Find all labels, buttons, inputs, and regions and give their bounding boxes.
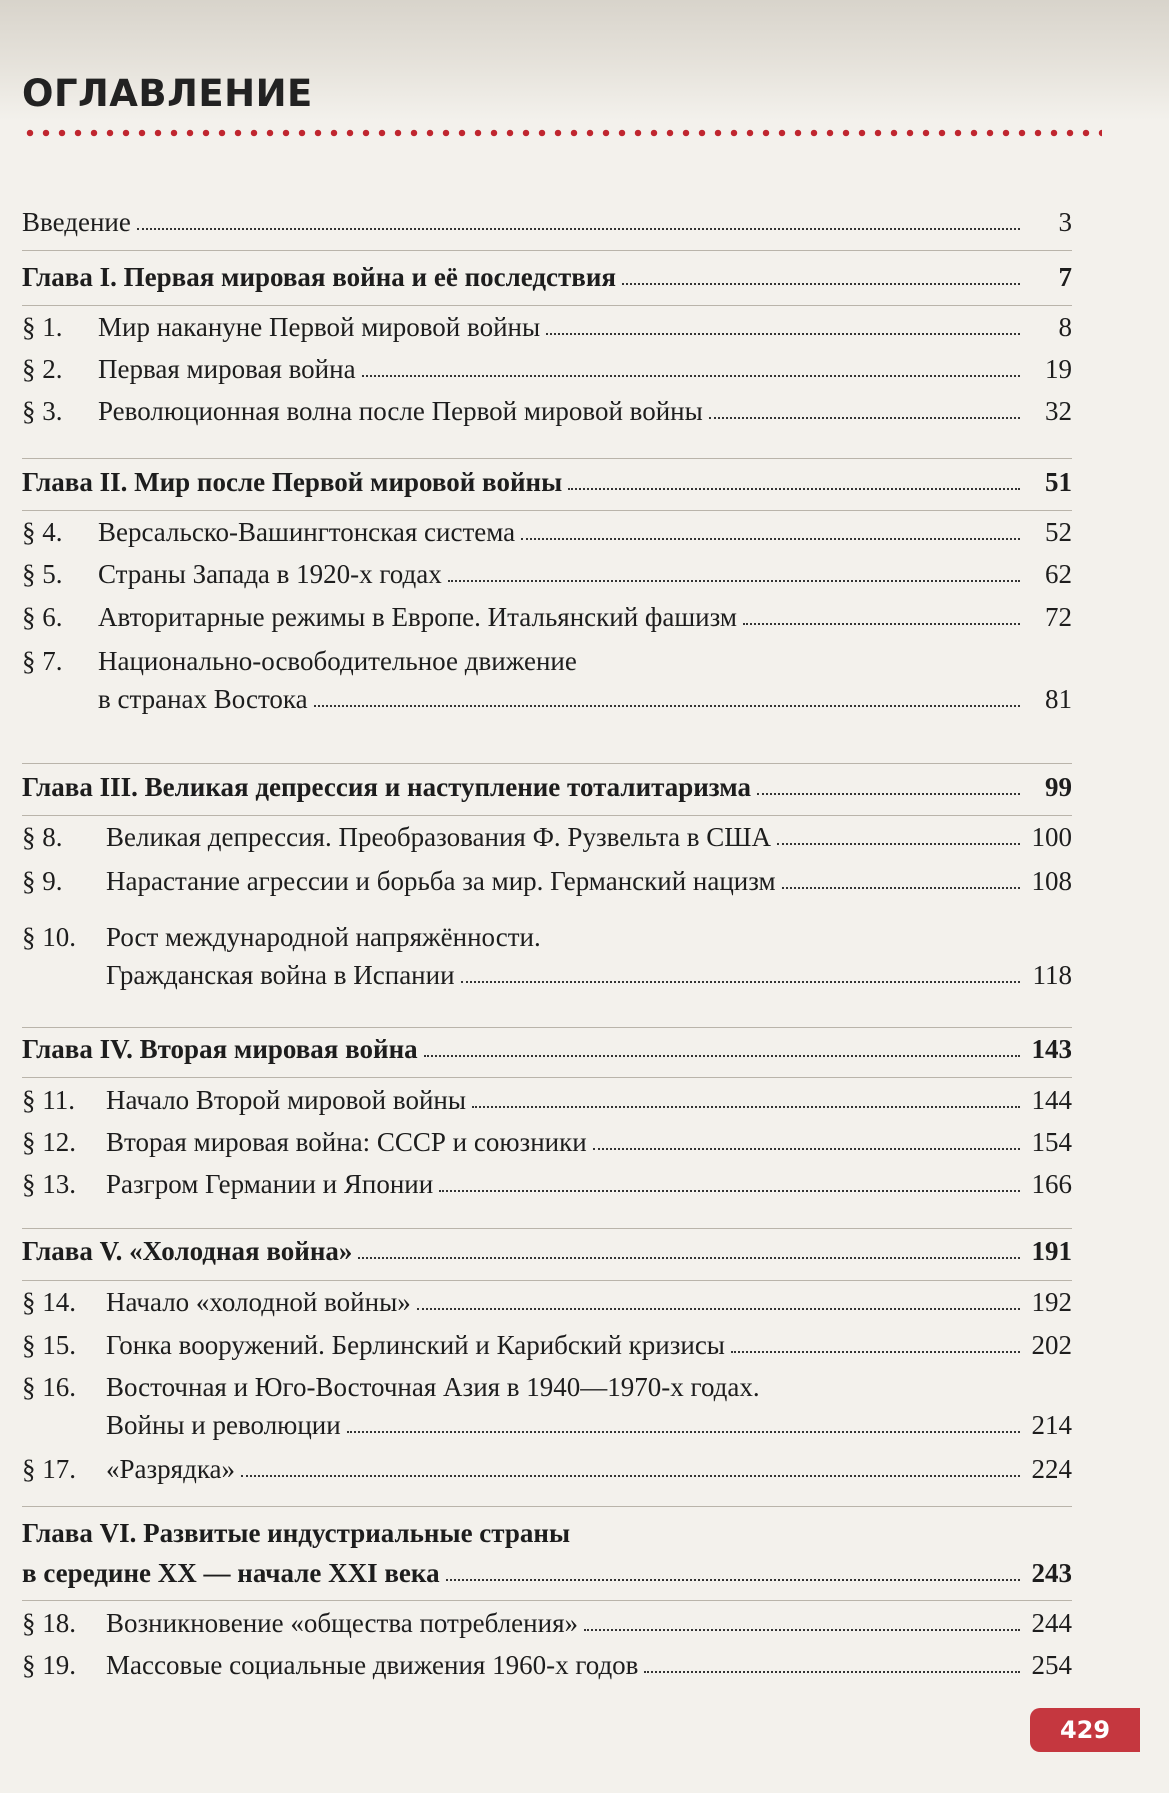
section-page: 254 <box>1031 1650 1072 1680</box>
dot-leader <box>424 1055 1020 1057</box>
section-title: Версальско-Вашингтонская система <box>98 517 516 547</box>
section-page: 118 <box>1032 960 1072 990</box>
section-page: 202 <box>1031 1330 1072 1360</box>
dot-leader <box>709 417 1020 419</box>
toc-section-2[interactable] <box>22 352 1072 386</box>
chapter-page: 99 <box>1045 772 1072 802</box>
section-title-line1: Рост международной напряжённости. <box>106 922 541 952</box>
toc-section-1[interactable] <box>22 310 1072 344</box>
section-page: 214 <box>1031 1410 1072 1440</box>
chapter-page: 243 <box>1031 1558 1072 1588</box>
dotted-divider <box>22 128 1102 138</box>
chapter-page: 191 <box>1031 1236 1072 1266</box>
page-title: ОГЛАВЛЕНИЕ <box>22 72 313 115</box>
section-page: 192 <box>1031 1287 1072 1317</box>
section-page: 166 <box>1031 1169 1072 1199</box>
toc-section-14[interactable] <box>22 1285 1072 1319</box>
section-divider <box>22 1506 1072 1507</box>
dot-leader <box>521 538 1020 540</box>
toc-chapter-4[interactable] <box>22 1032 1072 1066</box>
section-number: § 17. <box>22 1454 76 1484</box>
toc-section-15[interactable] <box>22 1328 1072 1362</box>
section-page: 72 <box>1045 602 1072 632</box>
toc-section-10[interactable] <box>22 922 1072 992</box>
toc-section-17[interactable] <box>22 1452 1072 1486</box>
section-divider <box>22 1027 1072 1028</box>
section-number: § 3. <box>22 396 63 426</box>
dot-leader <box>446 1579 1020 1581</box>
section-number: § 18. <box>22 1608 76 1638</box>
section-page: 32 <box>1045 396 1072 426</box>
toc-section-12[interactable] <box>22 1125 1072 1159</box>
dot-leader <box>241 1475 1020 1477</box>
section-divider <box>22 305 1072 306</box>
section-page: 244 <box>1031 1608 1072 1638</box>
toc-entry-introduction[interactable] <box>22 205 1072 239</box>
toc-section-13[interactable] <box>22 1167 1072 1201</box>
section-divider <box>22 250 1072 251</box>
section-title: Вторая мировая война: СССР и союзники <box>106 1127 587 1157</box>
section-divider <box>22 458 1072 459</box>
toc-chapter-6[interactable] <box>22 1518 1072 1590</box>
section-number: § 5. <box>22 559 63 589</box>
entry-title: Введение <box>22 207 131 237</box>
section-number: § 16. <box>22 1372 76 1402</box>
section-number: § 9. <box>22 866 63 896</box>
section-title: Великая депрессия. Преобразования Ф. Рузвельта в США <box>106 822 772 852</box>
dot-leader <box>137 228 1020 230</box>
section-number: § 1. <box>22 312 63 342</box>
dot-leader <box>362 375 1020 377</box>
dot-leader <box>777 843 1020 845</box>
dot-leader <box>448 580 1020 582</box>
toc-chapter-5[interactable] <box>22 1234 1072 1268</box>
section-title: Нарастание агрессии и борьба за мир. Германский нацизм <box>106 866 776 896</box>
dot-leader <box>584 1629 1020 1631</box>
toc-section-11[interactable] <box>22 1083 1072 1117</box>
section-divider <box>22 1077 1072 1078</box>
section-page: 19 <box>1045 354 1072 384</box>
section-number: § 6. <box>22 602 63 632</box>
toc-section-18[interactable] <box>22 1606 1072 1640</box>
chapter-title: Глава II. Мир после Первой мировой войны <box>22 467 563 497</box>
toc-section-8[interactable] <box>22 820 1072 854</box>
toc-section-6[interactable] <box>22 600 1072 634</box>
toc-section-9[interactable] <box>22 864 1072 898</box>
section-title-line1: Восточная и Юго-Восточная Азия в 1940—1970-х годах. <box>106 1372 760 1402</box>
dot-leader <box>358 1257 1020 1259</box>
toc-section-3[interactable] <box>22 394 1072 428</box>
dot-leader <box>644 1671 1020 1673</box>
section-divider <box>22 763 1072 764</box>
chapter-page: 7 <box>1058 262 1072 292</box>
chapter-title: Глава I. Первая мировая война и её последствия <box>22 262 617 292</box>
section-number: § 10. <box>22 922 76 952</box>
chapter-title: Глава IV. Вторая мировая война <box>22 1034 418 1064</box>
section-number: § 7. <box>22 646 63 676</box>
dot-leader <box>472 1106 1020 1108</box>
dot-leader <box>314 705 1020 707</box>
dot-leader <box>546 333 1020 335</box>
dot-leader <box>347 1431 1020 1433</box>
toc-chapter-1[interactable] <box>22 260 1072 294</box>
dot-leader <box>593 1148 1020 1150</box>
section-title-line1: Национально-освободительное движение <box>98 646 577 676</box>
section-page: 52 <box>1045 517 1072 547</box>
section-page: 81 <box>1045 684 1072 714</box>
section-page: 144 <box>1031 1085 1072 1115</box>
page-number-badge: 429 <box>1030 1708 1140 1752</box>
toc-chapter-3[interactable] <box>22 770 1072 804</box>
dot-leader <box>782 887 1020 889</box>
section-title: Начало «холодной войны» <box>106 1287 411 1317</box>
section-title: Мир накануне Первой мировой войны <box>98 312 541 342</box>
chapter-title: Глава III. Великая депрессия и наступление тоталитаризма <box>22 772 751 802</box>
toc-section-16[interactable] <box>22 1372 1072 1442</box>
chapter-title-line1: Глава VI. Развитые индустриальные страны <box>22 1518 571 1548</box>
section-title: Авторитарные режимы в Европе. Итальянский фашизм <box>98 602 737 632</box>
dot-leader <box>622 283 1020 285</box>
section-title: Войны и революции <box>106 1410 341 1440</box>
dot-leader <box>439 1190 1020 1192</box>
section-divider <box>22 815 1072 816</box>
dot-leader <box>743 623 1020 625</box>
section-page: 224 <box>1031 1454 1072 1484</box>
section-title: Революционная волна после Первой мировой войны <box>98 396 703 426</box>
section-page: 100 <box>1031 822 1072 852</box>
section-number: § 2. <box>22 354 63 384</box>
dot-leader <box>568 488 1020 490</box>
chapter-page: 143 <box>1031 1034 1072 1064</box>
section-title: Гражданская война в Испании <box>106 960 455 990</box>
toc-section-19[interactable] <box>22 1648 1072 1682</box>
section-title: Страны Запада в 1920-х годах <box>98 559 442 589</box>
entry-page: 3 <box>1058 207 1072 237</box>
section-title: в странах Востока <box>98 684 308 714</box>
dot-leader <box>731 1351 1020 1353</box>
dot-leader <box>461 981 1020 983</box>
section-divider <box>22 1600 1072 1601</box>
section-title: «Разрядка» <box>106 1454 236 1484</box>
chapter-page: 51 <box>1045 467 1072 497</box>
section-number: § 15. <box>22 1330 76 1360</box>
section-title: Первая мировая война <box>98 354 356 384</box>
section-number: § 14. <box>22 1287 76 1317</box>
dot-leader <box>757 793 1020 795</box>
section-number: § 8. <box>22 822 63 852</box>
chapter-title: в середине XX — начале XXI века <box>22 1558 440 1588</box>
section-page: 8 <box>1058 312 1072 342</box>
section-divider <box>22 1228 1072 1229</box>
section-page: 62 <box>1045 559 1072 589</box>
section-number: § 12. <box>22 1127 76 1157</box>
toc-section-4[interactable] <box>22 515 1072 549</box>
section-number: § 4. <box>22 517 63 547</box>
section-title: Гонка вооружений. Берлинский и Карибский кризисы <box>106 1330 725 1360</box>
section-page: 154 <box>1031 1127 1072 1157</box>
chapter-title: Глава V. «Холодная война» <box>22 1236 353 1266</box>
section-divider <box>22 1280 1072 1281</box>
section-page: 108 <box>1031 866 1072 896</box>
toc-section-7[interactable] <box>22 646 1072 716</box>
section-title: Разгром Германии и Японии <box>106 1169 434 1199</box>
section-title: Начало Второй мировой войны <box>106 1085 466 1115</box>
section-number: § 11. <box>22 1085 75 1115</box>
toc-section-5[interactable] <box>22 557 1072 591</box>
section-number: § 19. <box>22 1650 76 1680</box>
toc-chapter-2[interactable] <box>22 465 1072 499</box>
dot-leader <box>417 1308 1020 1310</box>
section-number: § 13. <box>22 1169 76 1199</box>
section-divider <box>22 510 1072 511</box>
section-title: Массовые социальные движения 1960-х годов <box>106 1650 639 1680</box>
section-title: Возникновение «общества потребления» <box>106 1608 578 1638</box>
